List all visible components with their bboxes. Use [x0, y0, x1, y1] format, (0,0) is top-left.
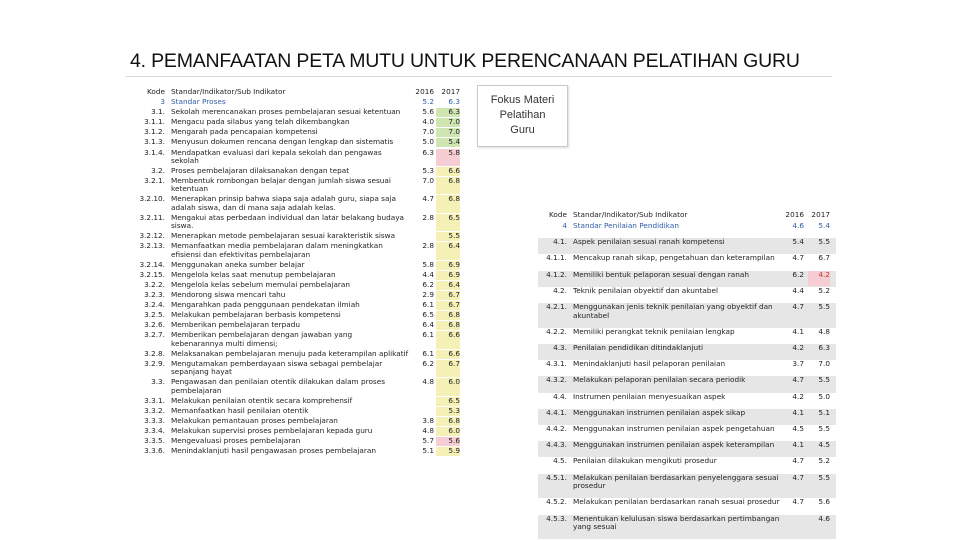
row-label: Mengelola kelas saat menutup pembelajaran	[171, 269, 336, 279]
value-2017: 5.2	[818, 285, 830, 295]
value-2017: 5.5	[818, 472, 830, 482]
row-code: 4.2.	[553, 285, 567, 295]
value-2016: 6.3	[422, 147, 434, 157]
row-code: 3.2.11.	[139, 212, 165, 222]
value-2017: 6.0	[436, 378, 460, 395]
row-label: Mencakup ranah sikap, pengetahuan dan keterampilan	[573, 253, 775, 263]
row-code: 3	[160, 97, 165, 106]
value-2016: 5.1	[422, 446, 434, 456]
value-2017: 6.0	[436, 427, 460, 436]
table-row	[538, 515, 836, 540]
value-2016: 4.4	[422, 269, 434, 279]
value-2016: 6.4	[422, 320, 434, 330]
table-row	[538, 393, 836, 409]
row-code: 4.5.	[553, 456, 567, 466]
table-row	[128, 149, 466, 167]
row-code: 3.2.14.	[139, 259, 165, 269]
row-label: Melakukan penilaian otentik secara komprehensif	[171, 395, 353, 405]
value-2017: 6.8	[436, 417, 460, 426]
row-label: Menindaklanjuti hasil pelaporan penilaian	[573, 359, 726, 369]
value-2016: 2.8	[422, 241, 434, 251]
row-label: Menerapkan prinsip bahwa siapa saja adalah guru, siapa saja	[171, 194, 396, 204]
row-code: 4.5.1.	[546, 472, 567, 482]
row-code: 3.2.15.	[139, 269, 165, 279]
row-code: 3.2.8.	[144, 348, 165, 358]
table-row	[128, 138, 466, 148]
row-code: 4.5.3.	[546, 513, 567, 523]
row-label: Memiliki bentuk pelaporan sesuai dengan ranah	[573, 269, 749, 279]
row-code: 4.1.1.	[546, 253, 567, 263]
row-label: Pengawasan dan penilaian otentik dilakukan dalam proses	[171, 377, 386, 387]
value-2017: 5.5	[818, 302, 830, 311]
row-label: sepanjang hayat	[171, 367, 232, 377]
value-2016: 4.7	[792, 472, 804, 482]
value-2016: 4.2	[792, 391, 804, 401]
row-label: Mengacu pada silabus yang telah dikembangkan	[171, 117, 350, 127]
row-code: 3.2.9.	[144, 358, 165, 368]
header-label: Standar/Indikator/Sub Indikator	[573, 210, 688, 219]
row-label: Penilaian pendidikan ditindaklanjuti	[573, 343, 703, 352]
row-code: 3.2.7.	[144, 330, 165, 340]
value-2016: 4.6	[792, 221, 804, 230]
row-code: 3.1.4.	[144, 147, 165, 157]
value-2016: 7.0	[422, 176, 434, 185]
value-2016: 5.3	[422, 165, 434, 175]
table-row	[538, 457, 836, 473]
row-label: Membentuk rombongan belajar dengan jumlah siswa sesuai	[171, 176, 391, 185]
row-label: Memanfaatkan media pembelajaran dalam meningkatkan	[171, 241, 383, 251]
row-label: Menyusun dokumen rencana dengan lengkap dan sistematis	[171, 137, 394, 147]
value-2017: 6.8	[436, 321, 460, 330]
row-label: Instrumen penilaian menyesuaikan aspek	[573, 391, 726, 401]
table-row	[538, 360, 836, 376]
value-2017: 5.2	[818, 456, 830, 466]
row-label: efisiensi dan efektivitas pembelajaran	[171, 249, 311, 259]
row-label: prosedur	[573, 481, 606, 491]
value-2016: 4.4	[792, 285, 804, 295]
table-row	[538, 222, 836, 238]
value-2017: 5.4	[818, 221, 830, 230]
table-row	[538, 344, 836, 360]
value-2016: 5.0	[422, 137, 434, 147]
row-label: Melaksanakan pembelajaran menuju pada keterampilan aplikatif	[171, 348, 409, 358]
value-2016: 5.7	[422, 436, 434, 446]
row-code: 3.2.12.	[139, 231, 165, 241]
row-code: 3.2.6.	[144, 320, 165, 330]
row-code: 3.2.3.	[144, 290, 165, 299]
value-2017: 5.6	[818, 497, 830, 507]
value-2017: 5.5	[818, 375, 830, 385]
callout-line-3: Guru	[510, 123, 535, 136]
value-2017: 5.5	[818, 424, 830, 433]
row-label: kebenarannya multi dimensi;	[171, 338, 278, 348]
row-code: 3.2.5.	[144, 310, 165, 320]
value-2017: 6.7	[436, 301, 460, 310]
value-2016: 4.8	[422, 426, 434, 435]
value-2016: 5.8	[422, 259, 434, 269]
row-code: 3.1.1.	[144, 117, 165, 127]
row-code: 3.3.3.	[144, 415, 165, 425]
value-2017: 5.9	[436, 447, 460, 456]
row-code: 3.2.10.	[139, 194, 165, 204]
row-label: pembelajaran	[171, 385, 222, 395]
value-2017: 4.6	[818, 513, 830, 523]
row-label: Memiliki perangkat teknik penilaian lengkap	[573, 326, 735, 336]
row-label: Proses pembelajaran dilaksanakan dengan tepat	[171, 165, 350, 175]
value-2017: 6.4	[436, 242, 460, 259]
value-2016: 4.8	[422, 377, 434, 387]
row-label: akuntabel	[573, 310, 610, 320]
table-row	[538, 287, 836, 303]
value-2017: 4.5	[818, 440, 830, 450]
row-label: Memberikan pembelajaran terpadu	[171, 320, 301, 330]
row-label: Standar Proses	[171, 97, 226, 106]
row-code: 4.5.2.	[546, 497, 567, 507]
value-2016: 4.0	[422, 117, 434, 127]
row-label: Mendapatkan evaluasi dari kepala sekolah dan pengawas	[171, 147, 382, 157]
row-code: 3.3.6.	[144, 446, 165, 456]
header-label: Standar/Indikator/Sub Indikator	[171, 87, 286, 96]
row-label: Menggunakan jenis teknik penilaian yang obyektif dan	[573, 302, 773, 311]
row-label: Sekolah merencanakan proses pembelajaran sesuai ketentuan	[171, 107, 401, 117]
value-2017: 5.6	[436, 437, 460, 446]
value-2017: 6.6	[436, 167, 460, 176]
row-label: Mengakui atas perbedaan individual dan latar belakang budaya	[171, 212, 405, 222]
row-label: Menggunakan aneka sumber belajar	[171, 259, 305, 269]
value-2017: 6.4	[436, 281, 460, 290]
row-label: Mengutamakan pemberdayaan siswa sebagai pembelajar	[171, 358, 383, 368]
value-2017: 5.0	[818, 391, 830, 401]
value-2017: 6.3	[436, 108, 460, 117]
row-code: 3.3.1.	[144, 395, 165, 405]
table-row	[128, 214, 466, 232]
row-code: 3.1.3.	[144, 137, 165, 147]
row-label: Menggunakan instrumen penilaian aspek sikap	[573, 407, 746, 417]
callout-line-2: Pelatihan	[499, 108, 546, 121]
value-2016: 6.1	[422, 348, 434, 358]
row-code: 3.3.5.	[144, 436, 165, 446]
row-label: Mendorong siswa mencari tahu	[171, 290, 286, 299]
row-label: Standar Penilaian Pendidikan	[573, 221, 680, 230]
header-year-2016: 2016	[415, 87, 434, 96]
row-code: 4.1.	[553, 237, 567, 247]
row-label: yang sesuai	[573, 522, 617, 532]
row-code: 3.1.2.	[144, 127, 165, 137]
value-2016: 4.7	[792, 497, 804, 507]
row-label: Aspek penilaian sesuai ranah kompetensi	[573, 237, 725, 247]
row-code: 4	[562, 221, 567, 230]
value-2017: 5.1	[818, 407, 830, 417]
row-code: 4.4.1.	[546, 407, 567, 417]
value-2016: 7.0	[422, 127, 434, 137]
value-2017: 6.6	[436, 331, 460, 348]
value-2016: 2.9	[422, 290, 434, 299]
table-row	[538, 328, 836, 344]
value-2017: 6.8	[436, 177, 460, 194]
row-code: 4.4.3.	[546, 440, 567, 450]
value-2017: 7.0	[436, 128, 460, 137]
value-2017: 6.8	[436, 195, 460, 212]
row-label: sekolah	[171, 155, 199, 165]
value-2016: 6.1	[422, 300, 434, 310]
value-2016: 3.7	[792, 359, 804, 369]
row-label: Melakukan pemantauan proses pembelajaran	[171, 415, 338, 425]
value-2016: 6.1	[422, 330, 434, 340]
value-2017: 5.8	[436, 149, 460, 166]
row-label: Mengevaluasi proses pembelajaran	[171, 436, 301, 446]
value-2017: 6.5	[436, 397, 460, 406]
value-2016: 4.1	[792, 440, 804, 450]
table-header-row	[128, 88, 466, 97]
table-row	[538, 425, 836, 441]
row-label: Menindaklanjuti hasil pengawasan proses pembelajaran	[171, 446, 376, 456]
table-row	[128, 177, 466, 195]
table-row	[538, 498, 836, 514]
row-label: Memberikan pembelajaran dengan jawaban yang	[171, 330, 353, 340]
value-2016: 4.7	[792, 375, 804, 385]
table-row	[128, 360, 466, 378]
row-label: Menerapkan metode pembelajaran sesuai karakteristik siswa	[171, 231, 396, 241]
row-label: adalah siswa, dan di mana saja adalah kelas.	[171, 202, 336, 212]
value-2017: 6.3	[448, 97, 460, 106]
row-label: Melakukan supervisi proses pembelajaran kepada guru	[171, 426, 373, 435]
row-label: Menentukan kelulusan siswa berdasarkan pertimbangan	[573, 513, 780, 523]
row-code: 4.4.2.	[546, 424, 567, 433]
row-code: 3.3.	[151, 377, 165, 387]
row-code: 4.3.1.	[546, 359, 567, 369]
table-row	[538, 376, 836, 392]
value-2016: 5.2	[422, 97, 434, 106]
row-label: Menggunakan instrumen penilaian aspek pengetahuan	[573, 424, 775, 433]
value-2016: 3.8	[422, 415, 434, 425]
row-code: 3.2.1.	[144, 176, 165, 185]
table-row	[128, 331, 466, 349]
value-2017: 4.8	[818, 326, 830, 336]
row-code: 4.2.1.	[546, 302, 567, 311]
value-2016: 2.8	[422, 212, 434, 222]
value-2016: 4.2	[792, 343, 804, 352]
table-row	[128, 447, 466, 457]
header-year-2017: 2017	[441, 87, 460, 96]
value-2017: 5.5	[436, 232, 460, 241]
value-2016: 5.4	[792, 237, 804, 247]
value-2017: 4.2	[808, 271, 830, 286]
table-row	[538, 303, 836, 328]
value-2016: 6.5	[422, 310, 434, 320]
row-code: 3.2.13.	[139, 241, 165, 251]
value-2017: 6.7	[436, 291, 460, 300]
value-2017: 7.0	[436, 118, 460, 127]
value-2016: 4.7	[422, 194, 434, 204]
row-code: 4.2.2.	[546, 326, 567, 336]
row-label: Melakukan penilaian berdasarkan ranah sesuai prosedur	[573, 497, 780, 507]
value-2017: 6.7	[436, 360, 460, 377]
table-row	[538, 238, 836, 254]
row-label: Mengarahkan pada penggunaan pendekatan ilmiah	[171, 300, 360, 310]
value-2017: 5.5	[818, 237, 830, 247]
value-2016: 4.7	[792, 253, 804, 263]
value-2017: 5.4	[436, 138, 460, 147]
focus-callout	[477, 85, 568, 147]
title-divider	[126, 76, 832, 77]
value-2016: 4.1	[792, 407, 804, 417]
value-2016: 5.6	[422, 107, 434, 117]
value-2017: 6.5	[436, 214, 460, 231]
value-2017: 6.6	[436, 350, 460, 359]
value-2017: 5.3	[436, 407, 460, 416]
header-year-2017: 2017	[811, 210, 830, 219]
table-row	[128, 195, 466, 213]
row-label: Melakukan penilaian berdasarkan penyelenggara sesuai	[573, 472, 779, 482]
header-code: Kode	[548, 210, 567, 219]
value-2017: 6.7	[818, 253, 830, 263]
row-label: Mengarah pada pencapaian kompetensi	[171, 127, 318, 137]
row-code: 4.3.	[553, 343, 567, 352]
table-row	[538, 441, 836, 457]
value-2017: 6.3	[818, 343, 830, 352]
row-code: 4.3.2.	[546, 375, 567, 385]
value-2016: 6.2	[422, 279, 434, 289]
row-code: 3.2.2.	[144, 279, 165, 289]
header-year-2016: 2016	[785, 210, 804, 219]
table-row	[538, 271, 836, 287]
page-title: 4. PEMANFAATAN PETA MUTU UNTUK PERENCANAAN PELATIHAN GURU	[130, 50, 800, 72]
row-code: 3.3.2.	[144, 405, 165, 415]
row-label: Memanfaatkan hasil penilaian otentik	[171, 405, 309, 415]
row-code: 4.4.	[553, 391, 567, 401]
row-label: siswa.	[171, 221, 194, 231]
value-2017: 6.8	[436, 311, 460, 320]
standar-proses-table	[128, 88, 466, 520]
value-2017: 7.0	[818, 359, 830, 369]
row-code: 4.1.2.	[546, 269, 567, 279]
value-2016: 4.5	[792, 424, 804, 433]
row-label: Penilaian dilakukan mengikuti prosedur	[573, 456, 717, 466]
value-2016: 4.7	[792, 456, 804, 466]
row-label: ketentuan	[171, 184, 209, 194]
row-code: 3.3.4.	[144, 426, 165, 435]
callout-line-1: Fokus Materi	[490, 94, 555, 106]
standar-penilaian-table	[538, 210, 836, 532]
row-label: Melakukan pelaporan penilaian secara periodik	[573, 375, 746, 385]
value-2016: 4.7	[792, 302, 804, 311]
value-2016: 6.2	[792, 269, 804, 279]
row-code: 3.1.	[151, 107, 165, 117]
row-label: Menggunakan instrumen penilaian aspek keterampilan	[573, 440, 775, 450]
table-header-row	[538, 211, 836, 220]
value-2016: 4.1	[792, 326, 804, 336]
row-label: Teknik penilaian obyektif dan akuntabel	[573, 285, 718, 295]
table-row	[538, 474, 836, 499]
header-code: Kode	[146, 87, 165, 96]
value-2016: 6.2	[422, 358, 434, 368]
table-row	[128, 242, 466, 260]
value-2017: 6.9	[436, 271, 460, 280]
table-row	[128, 378, 466, 396]
row-label: Mengelola kelas sebelum memulai pembelajaran	[171, 279, 351, 289]
table-row	[538, 254, 836, 270]
table-row	[538, 409, 836, 425]
row-label: Melakukan pembelajaran berbasis kompetensi	[171, 310, 341, 320]
value-2017: 6.9	[436, 261, 460, 270]
row-code: 3.2.4.	[144, 300, 165, 310]
row-code: 3.2.	[151, 165, 165, 175]
